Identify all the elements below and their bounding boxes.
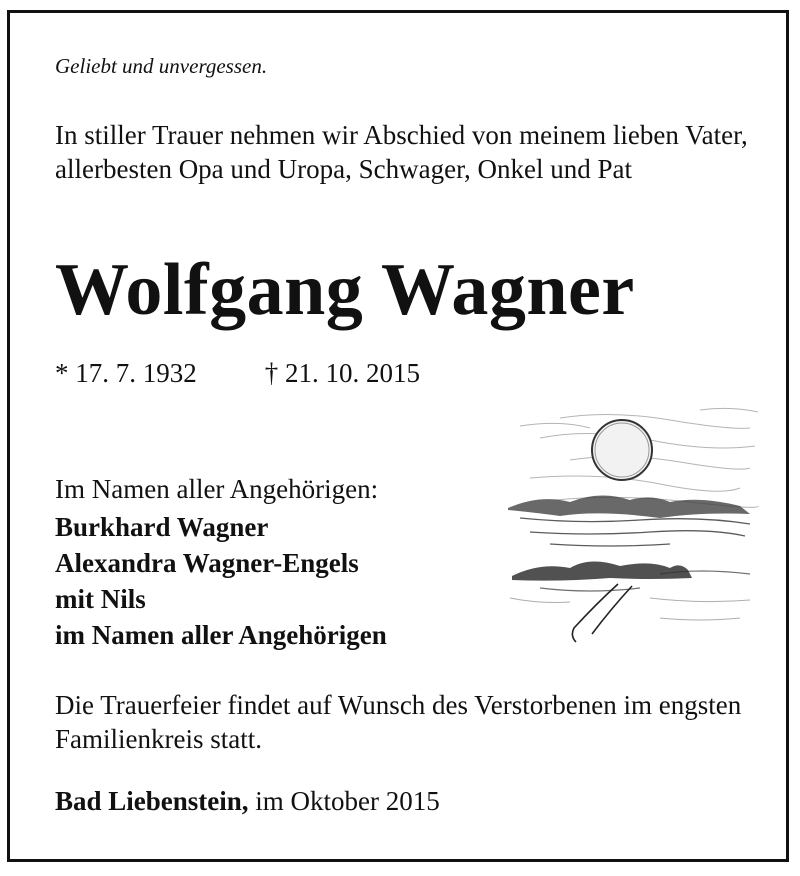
family-member: mit Nils (55, 584, 146, 614)
date-line: im Oktober 2015 (255, 786, 440, 816)
family-member: Alexandra Wagner-Engels (55, 548, 359, 578)
place: Bad Liebenstein, (55, 786, 249, 816)
deceased-name: Wolfgang Wagner (55, 249, 635, 331)
birth-date: * 17. 7. 1932 (55, 358, 197, 388)
family-member: im Namen aller Angehörigen (55, 620, 387, 650)
death-date: † 21. 10. 2015 (264, 358, 420, 388)
family-list (55, 509, 387, 653)
sunset-landscape-illustration (500, 398, 762, 653)
tagline: Geliebt und unvergessen. (55, 54, 268, 78)
life-dates (55, 356, 420, 390)
family-intro: Im Namen aller Angehörigen: (55, 474, 379, 504)
ceremony-notice: Die Trauerfeier findet auf Wunsch des Verstorbenen im engsten Familienkreis statt. (55, 690, 742, 754)
intro-text: In stiller Trauer nehmen wir Abschied von meinem lieben Vater, allerbesten Opa und Uropa, Schwager, Onkel und Pat (55, 120, 748, 184)
family-member: Burkhard Wagner (55, 512, 269, 542)
place-date-line (55, 784, 440, 818)
